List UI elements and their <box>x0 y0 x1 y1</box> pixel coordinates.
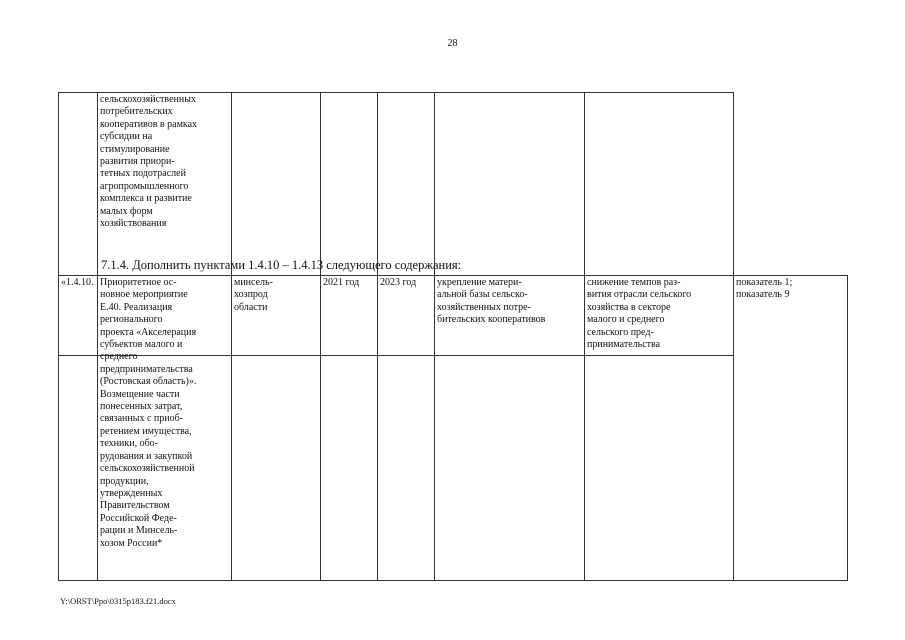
cell-indicators: показатель 1; показатель 9 <box>734 276 848 581</box>
cell-event-name: Приоритетное ос- новное мероприятие Е.40. Реализация регионального проекта «Акселерация субъектов малого и среднего предпринимательства (Ростовская область)». Возмещение части понесенных затрат, связанных с приоб- ретением имущества, техники, обо- рудования и закупкой сельскохозяйственной продукции, утвержденных Правительством Российской Феде- рации и Минсель- хозом России* <box>98 276 232 581</box>
cell-number: «1.4.10. <box>59 276 98 581</box>
cell-expected-result: укрепление матери- альной базы сельско- хозяйственных потре- бительских кооперативов <box>435 276 585 581</box>
footer-file-path: Y:\ORST\Ppo\0315p183.f21.docx <box>60 596 176 606</box>
added-items-table <box>58 275 848 581</box>
cell-executor: минсель- хозпрод области <box>232 276 321 581</box>
cell-consequences: снижение темпов раз- вития отрасли сельского хозяйства в секторе малого и среднего сельского пред- принимательства <box>585 276 734 581</box>
cell-end-year: 2023 год <box>378 276 435 581</box>
table-row <box>59 276 848 581</box>
page-number: 28 <box>447 38 458 49</box>
cell-event-name: сельскохозяйственных потребительских кооперативов в рамках субсидии на стимулирование развития приори- тетных подотраслей агропромышленного комплекса и развитие малых форм хозяйствования <box>98 93 232 356</box>
cell-start-year: 2021 год <box>321 276 378 581</box>
section-heading: 7.1.4. Дополнить пунктами 1.4.10 – 1.4.13 следующего содержания: <box>101 258 462 272</box>
